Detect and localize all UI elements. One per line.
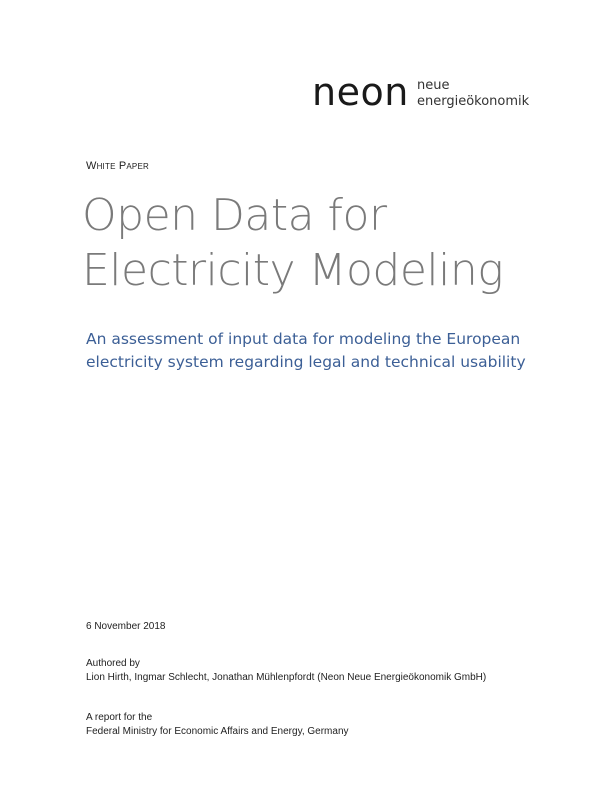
report-recipient: Federal Ministry for Economic Affairs and Energy, Germany <box>86 726 349 737</box>
document-subtitle <box>86 328 556 374</box>
publication-date <box>86 620 166 634</box>
authors-names: Lion Hirth, Ingmar Schlecht, Jonathan Mühlenpfordt (Neon Neue Energieökonomik GmbH) <box>86 672 487 683</box>
document-type: White Paper <box>86 160 149 172</box>
title-line1: Open Data for <box>82 190 387 241</box>
subtitle-line2: electricity system regarding legal and technical usability <box>86 353 526 371</box>
document-title <box>82 188 582 298</box>
report-label: A report for the <box>86 712 153 723</box>
authors-label: Authored by <box>86 658 140 669</box>
logo-wordmark: neon <box>312 70 409 114</box>
date-text: 6 November 2018 <box>86 621 166 632</box>
title-line2: Electricity Modeling <box>82 245 504 296</box>
report-for-block <box>86 711 349 739</box>
logo-subtitle-line1: neue <box>417 78 450 93</box>
logo-subtitle-line2: energieökonomik <box>417 94 530 109</box>
neon-logo <box>312 72 552 116</box>
subtitle-line1: An assessment of input data for modeling the European <box>86 330 521 348</box>
authors-block <box>86 657 486 685</box>
logo-subtitle <box>417 78 529 110</box>
